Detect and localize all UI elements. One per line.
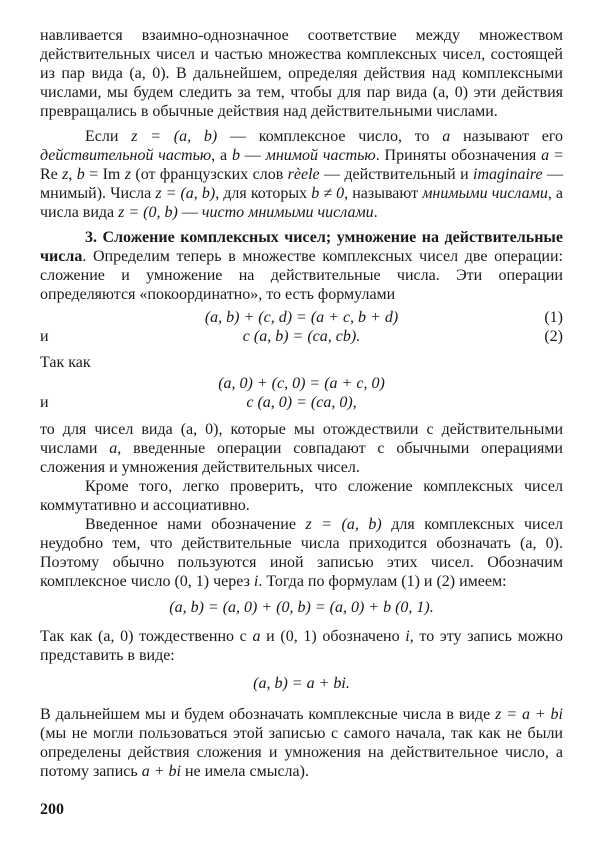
text: , а числа вида — [40, 185, 564, 221]
paragraph-3-section — [40, 228, 563, 304]
text: = Re — [40, 147, 563, 183]
math: a + bi — [141, 763, 181, 780]
formula-expression: (a, b) = (a, 0) + (0, b) = (a, 0) + b (0, 1). — [169, 599, 434, 616]
text: , то эту запись можно представить в виде: — [40, 628, 563, 664]
formula-5 — [40, 598, 563, 617]
math: a — [252, 628, 261, 645]
text: — действительный и — [319, 166, 474, 183]
math: z = (0, b) — [118, 204, 178, 221]
text: , введенные операции совпадают с обычными операциями сложения и умножения действительных чисел. — [40, 440, 563, 476]
text: , называют — [344, 185, 423, 202]
french-word: imaginaire — [473, 166, 543, 183]
math: z = (a, b) — [131, 128, 218, 145]
math: i — [253, 573, 259, 590]
text: и (0, 1) обозначено — [260, 628, 406, 645]
paragraph-7 — [40, 627, 563, 665]
text: — — [239, 147, 266, 164]
math: b ≠ 0 — [311, 185, 345, 202]
text: то для чисел вида (a, 0), которые мы отождествили с действительными числами — [40, 421, 563, 457]
term-imaginary-numbers: мнимыми числами — [422, 185, 548, 202]
text: . Тогда по формулам (1) и (2) имеем: — [258, 573, 507, 590]
french-word: rèele — [287, 166, 320, 183]
text: не имела смысла). — [180, 763, 309, 780]
text: . Определим теперь в множестве комплексных чисел две операции: сложение и умножение на действительные числа. Эти операции определяются «покоординатно», то есть формулами — [40, 248, 563, 303]
text: Введенное нами обозначение — [85, 516, 306, 533]
math: a — [541, 147, 550, 164]
text: В дальнейшем мы и будем обозначать комплексные числа в виде — [40, 706, 496, 723]
text: , для которых — [215, 185, 312, 202]
formula-3 — [40, 374, 563, 393]
page-body — [40, 26, 563, 781]
paragraph-6 — [40, 515, 563, 591]
formula-number: (1) — [544, 309, 563, 326]
formula-expression: c (a, 0) = (ca, 0), — [246, 394, 357, 411]
text: для комплексных чисел неудобно тем, что действительные числа приходится обозначать (a, 0). Поэтому обычно пользуются иной записью этих чисел. Обозначим комплексное число (0, 1) через — [40, 516, 563, 590]
text: . — [373, 204, 378, 221]
math: b — [76, 166, 85, 183]
formula-number: (2) — [544, 328, 563, 345]
text: Так как (a, 0) тождественно с — [40, 628, 253, 645]
math: a — [442, 128, 451, 145]
formula-expression: (a, b) = a + bi. — [253, 675, 350, 692]
text: называют его — [450, 128, 564, 145]
formula-expression: (a, 0) + (c, 0) = (a + c, 0) — [218, 375, 385, 392]
text: — — [177, 204, 202, 221]
text: = Im — [84, 166, 125, 183]
formula-4 — [40, 393, 563, 412]
math: z — [124, 166, 131, 183]
formula-2 — [40, 327, 563, 346]
section-heading: 3. Сложение комплексных чисел; умножение на действительные числа — [40, 229, 563, 265]
formula-1 — [40, 308, 563, 327]
formula-lead: и — [40, 394, 49, 411]
math: z = a + bi — [495, 706, 564, 723]
formula-expression: (a, b) + (c, d) = (a + c, b + d) — [204, 309, 399, 326]
formula-6 — [40, 674, 563, 693]
text: — мнимый). Числа — [40, 166, 564, 202]
paragraph-8 — [40, 705, 563, 781]
page-number: 200 — [40, 801, 64, 818]
paragraph-5: Кроме того, легко проверить, что сложение комплексных чисел коммутативно и ассоциативно. — [40, 478, 563, 514]
term-pure-imaginary: чисто мнимыми числами — [201, 204, 374, 221]
paragraph-1: навливается взаимно-однозначное соответствие между множеством действительных чисел и частью множества комплексных чисел, состоящей из пар вида (a, 0). В дальнейшем, определяя действия над комплексными числами, мы будем следить за тем, чтобы для пар вида (a, 0) эти действия превращались в обычные действия над действительными числами. — [40, 27, 563, 120]
paragraph-4 — [40, 420, 563, 477]
formula-lead: и — [40, 328, 49, 345]
math: z = (a, b) — [155, 185, 216, 202]
paragraph-2-definitions — [40, 127, 563, 222]
math: b — [231, 147, 240, 164]
term-imaginary-part: мнимой частью — [265, 147, 376, 164]
math: a — [109, 440, 118, 457]
since-label: Так как — [40, 354, 91, 371]
text: . Приняты обозначения — [375, 147, 542, 164]
math: z = (a, b) — [305, 516, 382, 533]
text: , — [68, 166, 77, 183]
text: (от французских слов — [131, 166, 288, 183]
text: — комплексное число, то — [217, 128, 443, 145]
term-real-part: действительной частью — [40, 147, 212, 164]
math: z — [62, 166, 69, 183]
math: i — [405, 628, 410, 645]
text: (мы не могли пользоваться этой записью с самого начала, так как не были определены действия сложения и умножения на действительное число, а потому запись — [40, 725, 563, 780]
text: Если — [85, 128, 132, 145]
formula-expression: c (a, b) = (ca, cb). — [242, 328, 361, 345]
text: , а — [211, 147, 232, 164]
